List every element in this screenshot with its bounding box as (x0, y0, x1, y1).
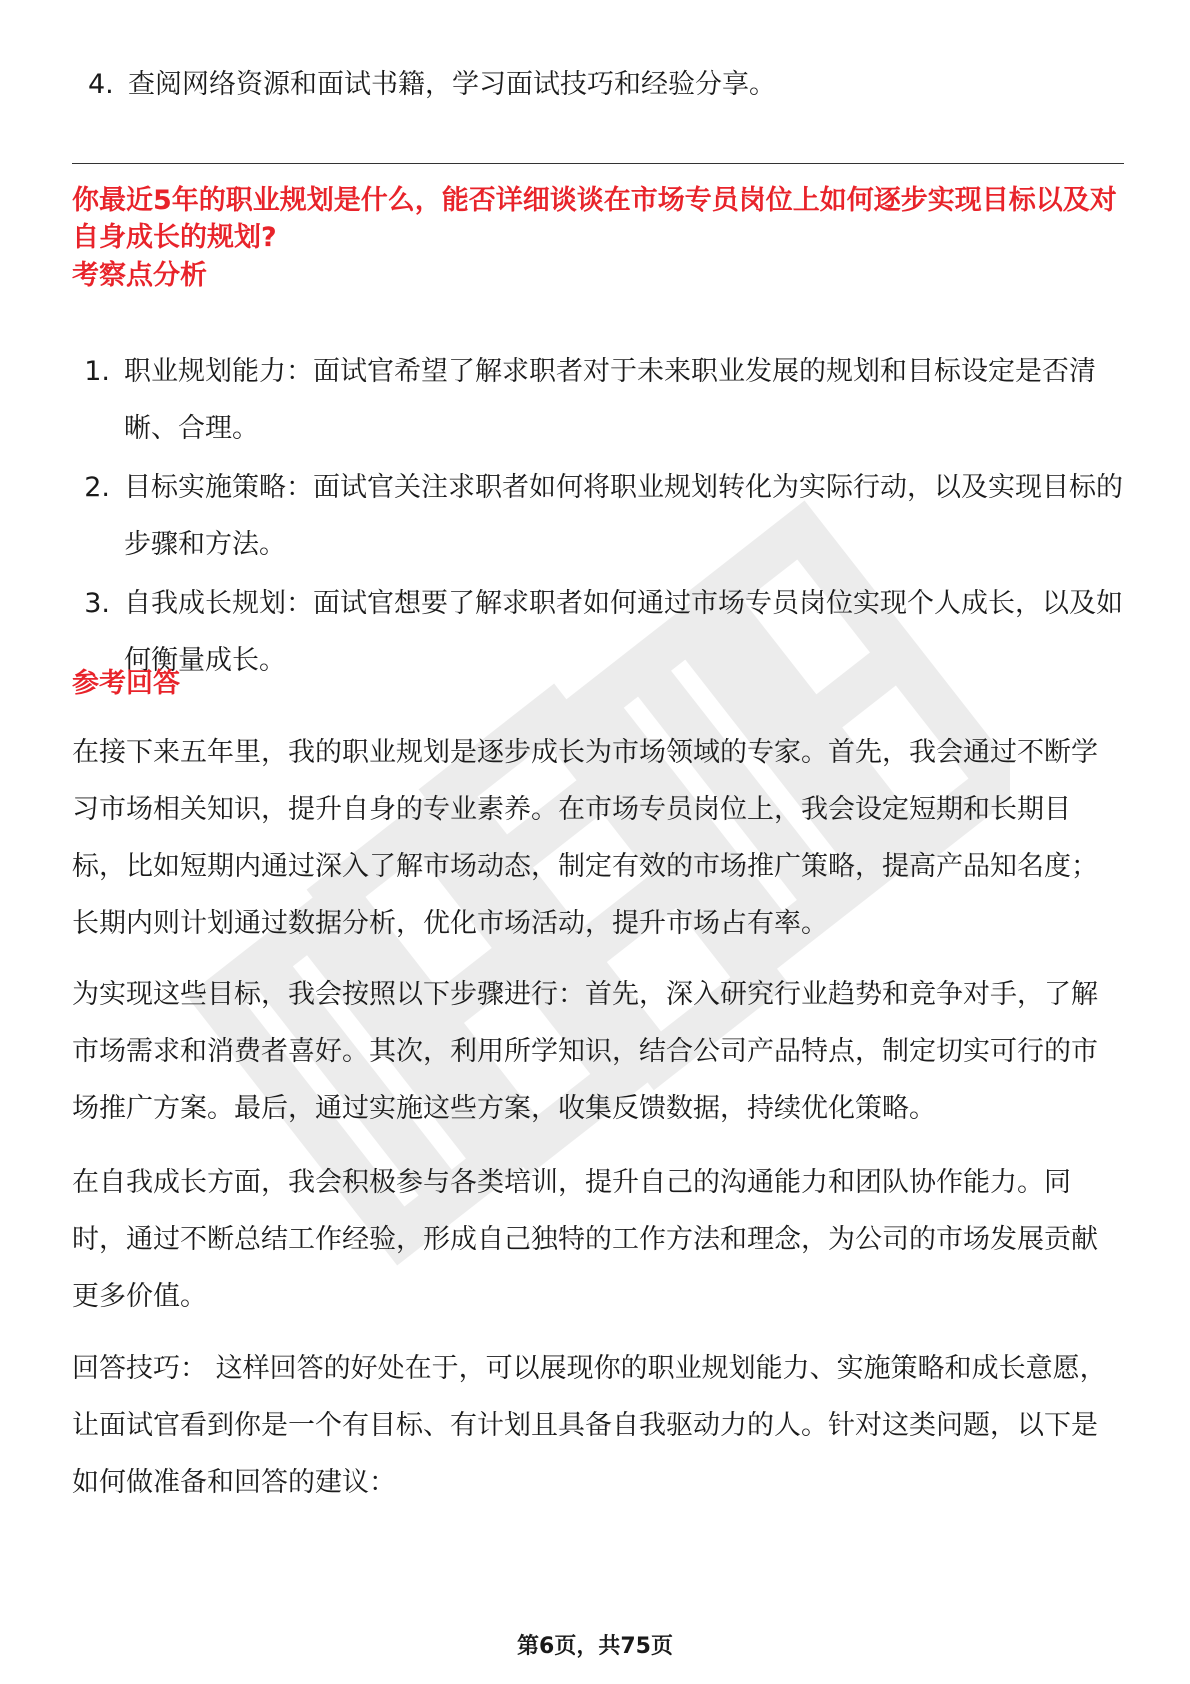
list-text: 查阅网络资源和面试书籍，学习面试技巧和经验分享。 (128, 69, 776, 100)
answer-paragraph: 为实现这些目标，我会按照以下步骤进行：首先，深入研究行业趋势和竞争对手，了解市场需求和消费者喜好。其次，利用所学知识，结合公司产品特点，制定切实可行的市场推广方案。最后，通过实施这些方案，收集反馈数据，持续优化策略。 (72, 979, 1098, 1124)
list-text: 自我成长规划：面试官想要了解求职者如何通过市场专员岗位实现个人成长，以及如何衡量成长。 (124, 588, 1123, 676)
list-item (72, 459, 1124, 573)
answer-heading: 参考回答 (72, 668, 180, 699)
list-text: 职业规划能力：面试官希望了解求职者对于未来职业发展的规划和目标设定是否清晰、合理。 (124, 356, 1096, 444)
list-text: 目标实施策略：面试官关注求职者如何将职业规划转化为实际行动，以及实现目标的步骤和方法。 (124, 472, 1123, 560)
question-title: 你最近5年的职业规划是什么，能否详细谈谈在市场专员岗位上如何逐步实现目标以及对自身成长的规划? (72, 185, 1117, 253)
page-number: 第6页，共75页 (517, 1634, 673, 1659)
list-number: 4. (88, 69, 114, 100)
list-number: 2. (84, 472, 110, 503)
list-item-4 (88, 58, 1118, 112)
answer-tips-paragraph: 回答技巧： 这样回答的好处在于，可以展现你的职业规划能力、实施策略和成长意愿，让面试官看到你是一个有目标、有计划且具备自我驱动力的人。针对这类问题，以下是如何做准备和回答的建议： (72, 1353, 1107, 1498)
analysis-heading: 考察点分析 (72, 260, 207, 291)
analysis-list (72, 343, 1124, 691)
section-divider (72, 163, 1124, 164)
list-item (72, 343, 1124, 457)
list-item (72, 575, 1124, 689)
list-number: 1. (84, 356, 110, 387)
list-number: 3. (84, 588, 110, 619)
answer-paragraph: 在接下来五年里，我的职业规划是逐步成长为市场领域的专家。首先，我会通过不断学习市场相关知识，提升自身的专业素养。在市场专员岗位上，我会设定短期和长期目标，比如短期内通过深入了解市场动态，制定有效的市场推广策略，提高产品知名度；长期内则计划通过数据分析，优化市场活动，提升市场占有率。 (72, 737, 1098, 939)
answer-paragraph: 在自我成长方面，我会积极参与各类培训，提升自己的沟通能力和团队协作能力。同时，通过不断总结工作经验，形成自己独特的工作方法和理念，为公司的市场发展贡献更多价值。 (72, 1167, 1098, 1312)
